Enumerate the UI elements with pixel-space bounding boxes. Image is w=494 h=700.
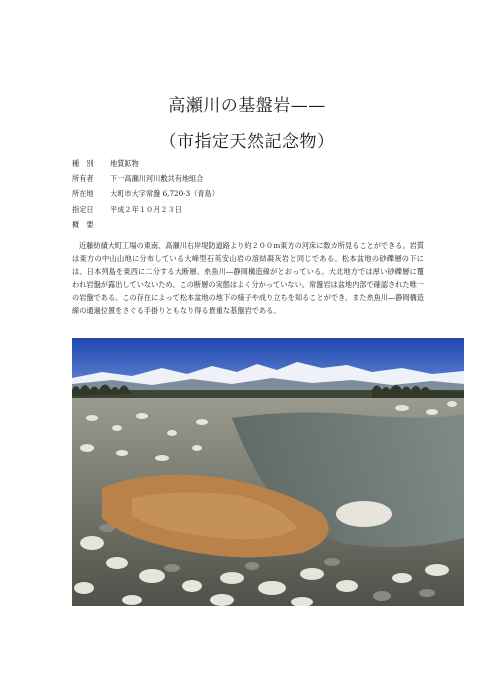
field-type bbox=[72, 159, 139, 169]
page-title: 高瀬川の基盤岩—— bbox=[168, 96, 326, 116]
field-value: 大町市大字常盤 6,720-3（青島） bbox=[110, 189, 219, 198]
field-label: 所有者 bbox=[72, 174, 94, 183]
field-label: 概 要 bbox=[72, 220, 94, 229]
river-bedrock-photo bbox=[72, 338, 464, 606]
field-owner bbox=[72, 174, 203, 184]
field-label: 種 別 bbox=[72, 159, 94, 168]
field-designation-date bbox=[72, 205, 182, 215]
field-value: 地質鉱物 bbox=[110, 159, 139, 168]
field-summary-heading bbox=[72, 220, 110, 230]
field-label: 指定日 bbox=[72, 205, 94, 214]
page-subtitle: （市指定天然記念物） bbox=[159, 132, 335, 152]
field-label: 所在地 bbox=[72, 189, 94, 198]
summary-paragraph: 近藤紡績大町工場の東南、高瀬川右岸堤防道路より約２００ｍ東方の河床に数カ所見ることができる。岩質は東方の中山山地に分布している大峰型石英安山岩の溶結凝灰岩と同じである。松本盆地の砂礫層の下には、日本列島を東西に二分する大断層、糸魚川―静岡構造線がとおっている。大北地方では厚い砂礫層に覆われ岩盤が露出していないため、この断層の実態はよく分かっていない。常盤岩は盆地内部で確認された唯一の岩盤である。この存在によって松本盆地の地下の様子や成り立ちを知ることができ、また糸魚川―静岡構造線の通過位置をさぐる手掛りともなり得る貴重な基盤岩である。 bbox=[72, 241, 425, 315]
field-value: 下一高瀬川河川敷共有地組合 bbox=[110, 174, 204, 183]
field-value: 平成２年１０月２３日 bbox=[110, 205, 182, 214]
field-location bbox=[72, 189, 219, 199]
